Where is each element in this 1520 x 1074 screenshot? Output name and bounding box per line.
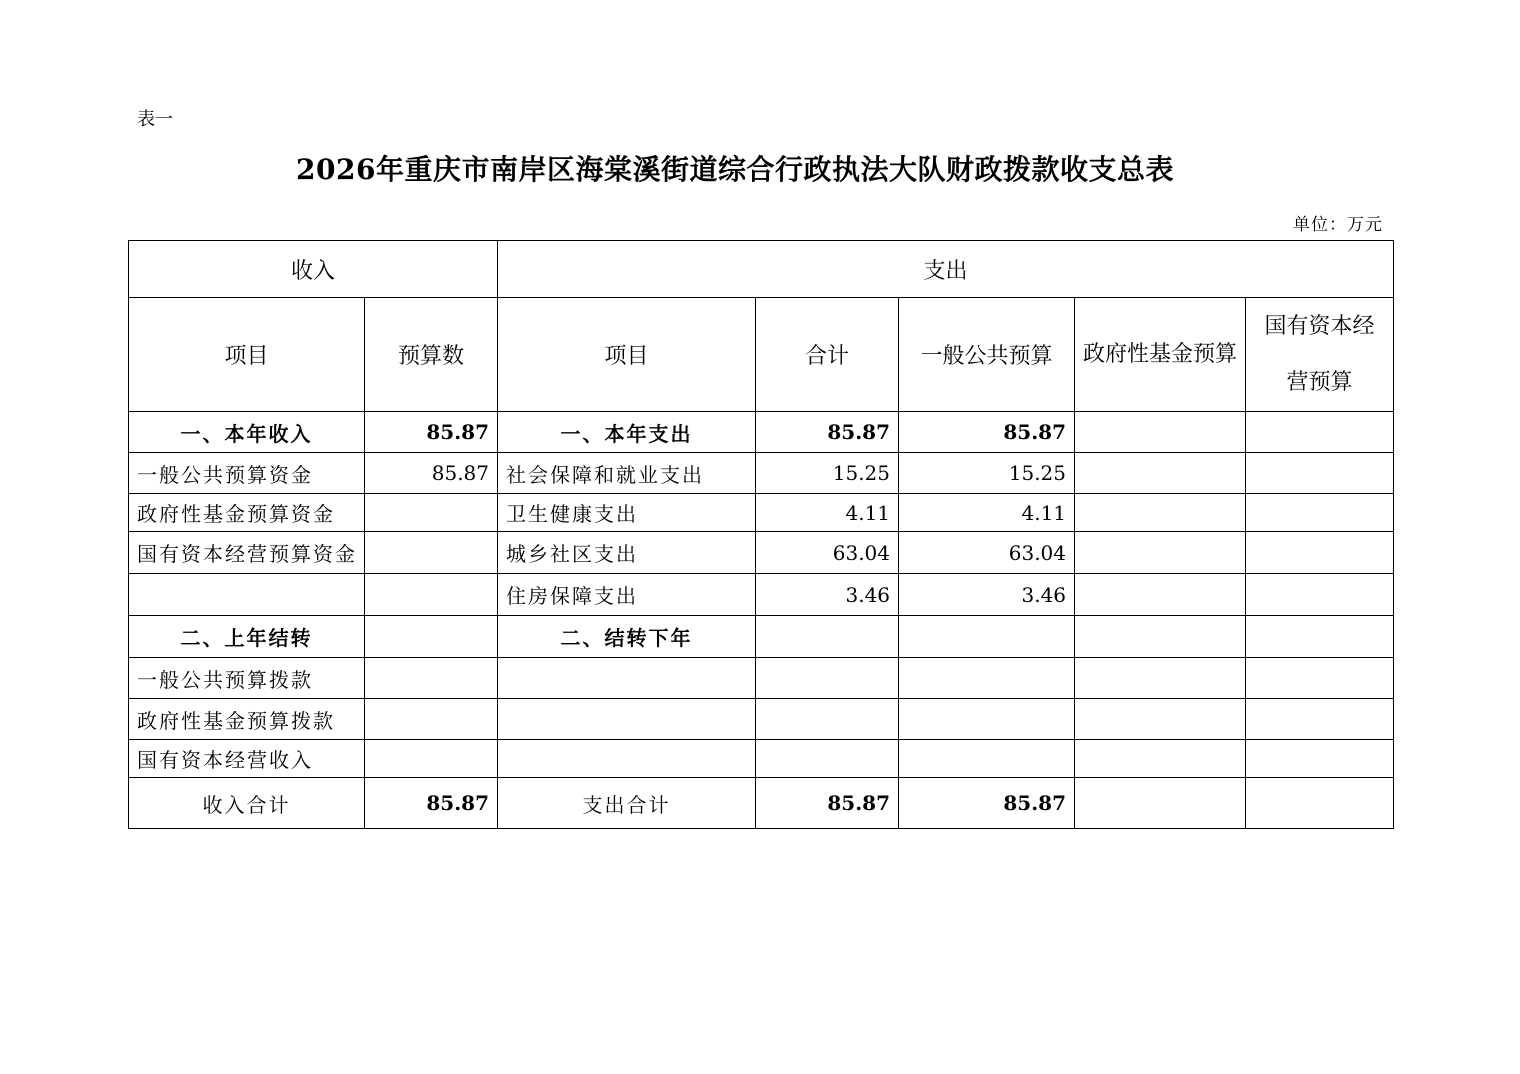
total-value <box>756 740 899 778</box>
table-label: 表一 <box>137 109 173 130</box>
income-item: 一般公共预算资金 <box>129 453 365 494</box>
total-value: 85.87 <box>756 412 899 453</box>
expense-item <box>498 699 756 740</box>
general-value: 15.25 <box>899 453 1075 494</box>
fund-value <box>1075 412 1246 453</box>
header-row-sub <box>129 298 1394 412</box>
capital-value <box>1246 453 1394 494</box>
fund-value <box>1075 658 1246 699</box>
income-value <box>365 658 498 699</box>
capital-value <box>1246 740 1394 778</box>
table-row <box>129 658 1394 699</box>
income-item <box>129 574 365 616</box>
income-header: 收入 <box>129 241 498 298</box>
unit-label: 单位：万元 <box>1293 215 1383 235</box>
expense-header: 支出 <box>498 241 1394 298</box>
header-row-top <box>129 241 1394 298</box>
capital-value <box>1246 412 1394 453</box>
fund-value <box>1075 494 1246 532</box>
fund-value <box>1075 453 1246 494</box>
income-item: 国有资本经营预算资金 <box>129 532 365 574</box>
total-value <box>756 699 899 740</box>
total-value: 63.04 <box>756 532 899 574</box>
income-total-label: 收入合计 <box>129 778 365 829</box>
fund-value <box>1075 532 1246 574</box>
income-item: 二、上年结转 <box>129 616 365 658</box>
fund-value <box>1075 740 1246 778</box>
general-value <box>899 740 1075 778</box>
income-value <box>365 699 498 740</box>
total-value: 3.46 <box>756 574 899 616</box>
expense-item-header: 项目 <box>498 298 756 412</box>
income-item: 一般公共预算拨款 <box>129 658 365 699</box>
general-value <box>899 658 1075 699</box>
general-value: 63.04 <box>899 532 1075 574</box>
capital-value <box>1246 574 1394 616</box>
table-row <box>129 699 1394 740</box>
income-value <box>365 574 498 616</box>
general-value: 85.87 <box>899 778 1075 829</box>
capital-value <box>1246 494 1394 532</box>
income-budget-header: 预算数 <box>365 298 498 412</box>
total-header: 合计 <box>756 298 899 412</box>
table-row <box>129 740 1394 778</box>
total-value <box>756 616 899 658</box>
general-value <box>899 616 1075 658</box>
expense-item: 卫生健康支出 <box>498 494 756 532</box>
income-value: 85.87 <box>365 412 498 453</box>
total-value: 85.87 <box>756 778 899 829</box>
fund-value <box>1075 616 1246 658</box>
income-total-value: 85.87 <box>365 778 498 829</box>
capital-value <box>1246 699 1394 740</box>
total-value <box>756 658 899 699</box>
table-row <box>129 412 1394 453</box>
total-value: 15.25 <box>756 453 899 494</box>
general-value: 4.11 <box>899 494 1075 532</box>
gov-fund-header: 政府性基金预算 <box>1075 298 1246 412</box>
expense-item: 住房保障支出 <box>498 574 756 616</box>
capital-value <box>1246 658 1394 699</box>
fund-value <box>1075 574 1246 616</box>
page-title: 2026年重庆市南岸区海棠溪街道综合行政执法大队财政拨款收支总表 <box>296 153 1174 186</box>
general-value: 3.46 <box>899 574 1075 616</box>
expense-item <box>498 658 756 699</box>
expense-item: 社会保障和就业支出 <box>498 453 756 494</box>
general-budget-header: 一般公共预算 <box>899 298 1075 412</box>
total-row <box>129 778 1394 829</box>
income-item-header: 项目 <box>129 298 365 412</box>
income-item: 政府性基金预算资金 <box>129 494 365 532</box>
income-item: 一、本年收入 <box>129 412 365 453</box>
expense-item: 城乡社区支出 <box>498 532 756 574</box>
capital-value <box>1246 616 1394 658</box>
table-row <box>129 532 1394 574</box>
table-row <box>129 494 1394 532</box>
fund-value <box>1075 699 1246 740</box>
general-value: 85.87 <box>899 412 1075 453</box>
income-value <box>365 532 498 574</box>
state-capital-header: 国有资本经营预算 <box>1246 298 1394 412</box>
table-row <box>129 616 1394 658</box>
income-item: 国有资本经营收入 <box>129 740 365 778</box>
budget-table <box>128 240 1394 829</box>
income-item: 政府性基金预算拨款 <box>129 699 365 740</box>
expense-total-label: 支出合计 <box>498 778 756 829</box>
income-value <box>365 494 498 532</box>
income-value <box>365 616 498 658</box>
income-value <box>365 740 498 778</box>
expense-item <box>498 740 756 778</box>
expense-item: 二、结转下年 <box>498 616 756 658</box>
table-row <box>129 574 1394 616</box>
expense-item: 一、本年支出 <box>498 412 756 453</box>
capital-value <box>1246 778 1394 829</box>
fund-value <box>1075 778 1246 829</box>
capital-value <box>1246 532 1394 574</box>
total-value: 4.11 <box>756 494 899 532</box>
general-value <box>899 699 1075 740</box>
table-row <box>129 453 1394 494</box>
income-value: 85.87 <box>365 453 498 494</box>
